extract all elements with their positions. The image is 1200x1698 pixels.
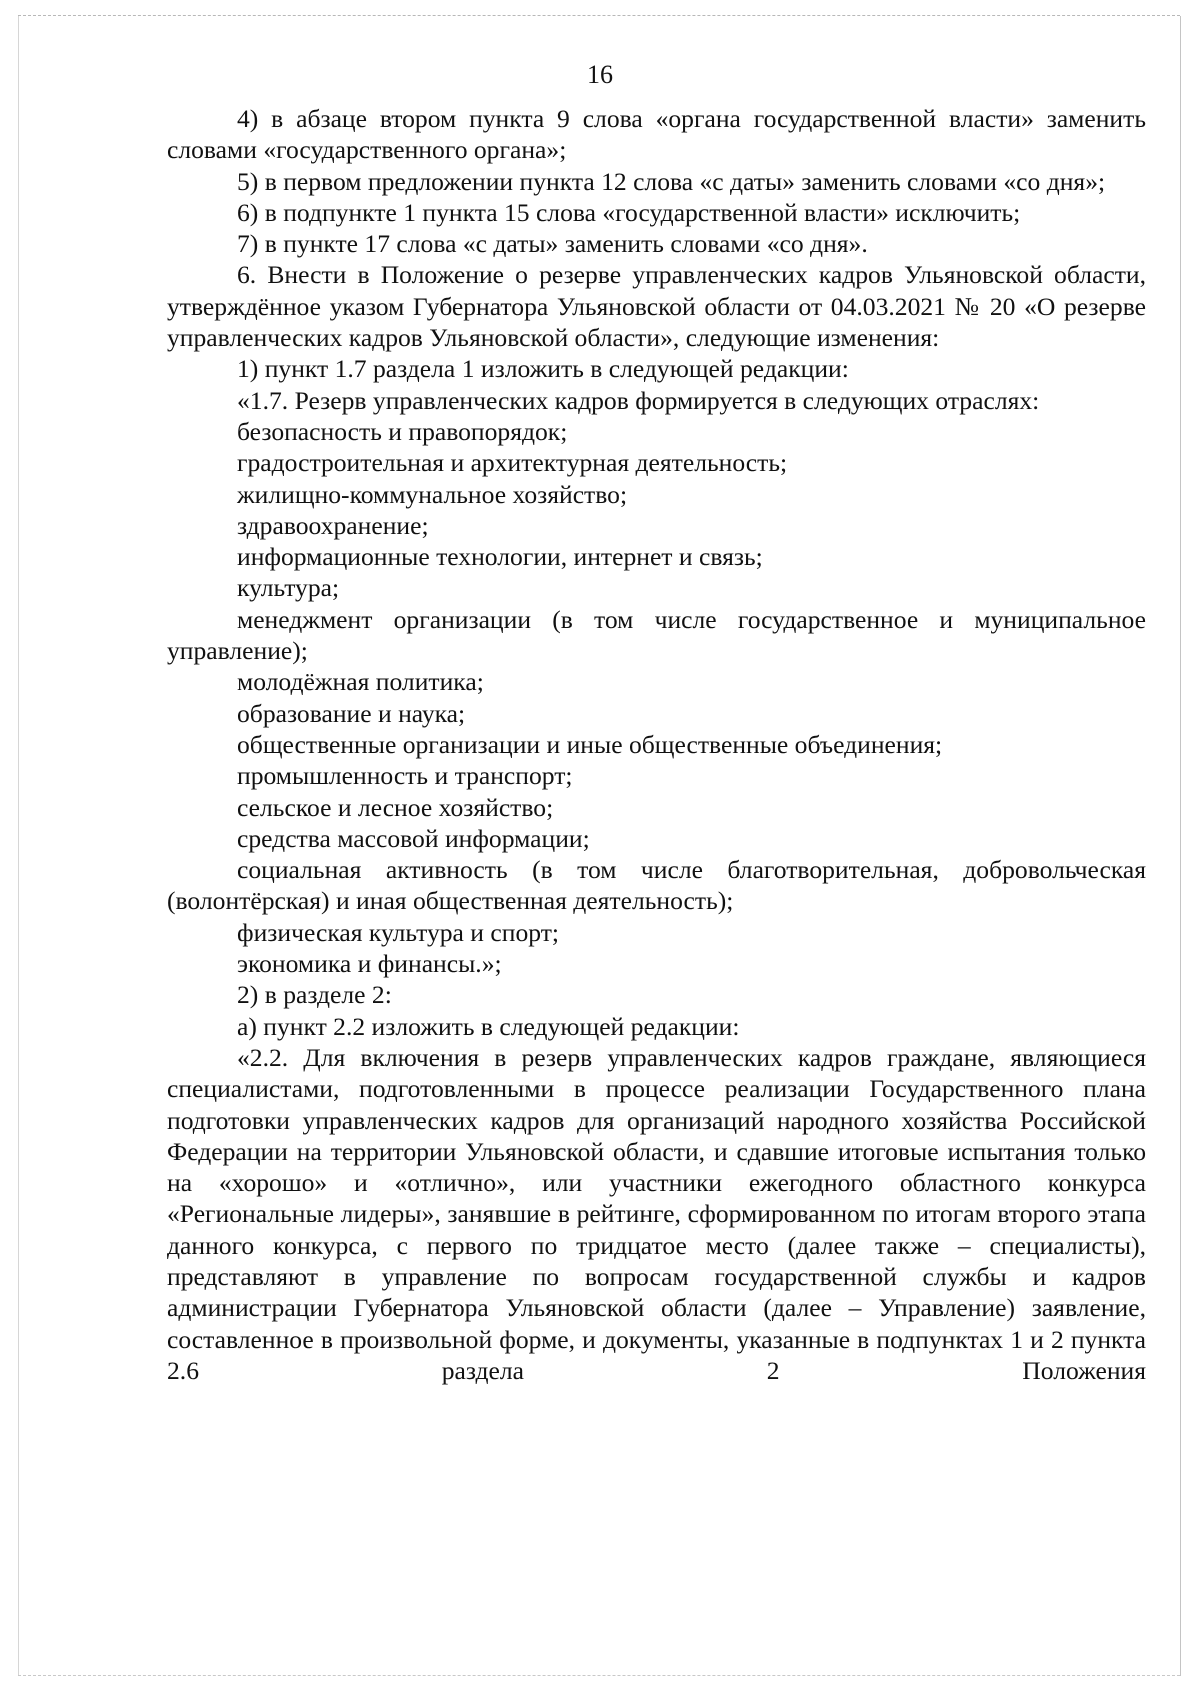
list-item: общественные организации и иные общественные объединения;: [237, 729, 943, 759]
paragraph-section-6: 6. Внести в Положение о резерве управленческих кадров Ульяновской области, утверждённое указом Губернатора Ульяновской области от 04.03.2021 № 20 «О резерве управленческих кадров Ульяновской области», следующие изменения:: [167, 260, 1146, 353]
page-number: 16: [587, 60, 613, 89]
list-item: промышленность и транспорт;: [237, 761, 573, 791]
list-item: жилищно-коммунальное хозяйство;: [237, 479, 628, 509]
paragraph-clause-1-7: «1.7. Резерв управленческих кадров формируется в следующих отраслях:: [237, 385, 1040, 415]
scan-edge-right: [1180, 16, 1181, 1676]
list-item: безопасность и правопорядок;: [237, 416, 568, 446]
document-body: [167, 103, 1146, 1386]
paragraph-item-5: 5) в первом предложении пункта 12 слова «с даты» заменить словами «со дня»;: [237, 166, 1106, 196]
paragraph-subitem-a: а) пункт 2.2 изложить в следующей редакции:: [237, 1011, 740, 1041]
list-item: информационные технологии, интернет и связь;: [237, 542, 763, 572]
list-item: экономика и финансы.»;: [237, 949, 502, 979]
paragraph-item-4: 4) в абзаце втором пункта 9 слова «органа государственной власти» заменить словами «государственного органа»;: [167, 104, 1146, 165]
list-item: градостроительная и архитектурная деятельность;: [237, 448, 788, 478]
list-item: молодёжная политика;: [237, 667, 484, 697]
list-item: здравоохранение;: [237, 510, 429, 540]
scan-edge-left: [18, 16, 19, 1676]
list-item: социальная активность (в том числе благотворительная, добровольческая (волонтёрская) и иная общественная деятельность);: [167, 855, 1146, 916]
paragraph-subitem-1: 1) пункт 1.7 раздела 1 изложить в следующей редакции:: [237, 354, 849, 384]
paragraph-clause-2-2: «2.2. Для включения в резерв управленческих кадров граждане, являющиеся специалистами, подготовленными в процессе реализации Государственного плана подготовки управленческих кадров для организаций народного хозяйства Российской Федерации на территории Ульяновской области, и сдавшие итоговые испытания только на «хорошо» и «отлично», или участники ежегодного областного конкурса «Региональные лидеры», занявшие в рейтинге, сформированном по итогам второго этапа данного конкурса, с первого по тридцатое место (далее также – специалисты), представляют в управление по вопросам государственной службы и кадров администрации Губернатора Ульяновской области (далее – Управление) заявление, составленное в произвольной форме, и документы, указанные в подпунктах 1 и 2 пункта 2.6 раздела 2 Положения: [167, 1042, 1146, 1385]
paragraph-item-6: 6) в подпункте 1 пункта 15 слова «государственной власти» исключить;: [237, 197, 1021, 227]
list-item: физическая культура и спорт;: [237, 917, 560, 947]
list-item: культура;: [237, 573, 340, 603]
paragraph-subitem-2: 2) в разделе 2:: [237, 980, 392, 1010]
list-item: образование и наука;: [237, 698, 466, 728]
list-item: менеджмент организации (в том числе государственное и муниципальное управление);: [167, 604, 1146, 666]
paragraph-item-7: 7) в пункте 17 слова «с даты» заменить словами «со дня».: [237, 229, 868, 259]
list-item: средства массовой информации;: [237, 823, 590, 853]
scan-edge-top: [18, 15, 1180, 16]
list-item: сельское и лесное хозяйство;: [237, 792, 554, 822]
sector-list: [167, 416, 1146, 979]
scan-edge-bottom: [18, 1675, 1180, 1676]
